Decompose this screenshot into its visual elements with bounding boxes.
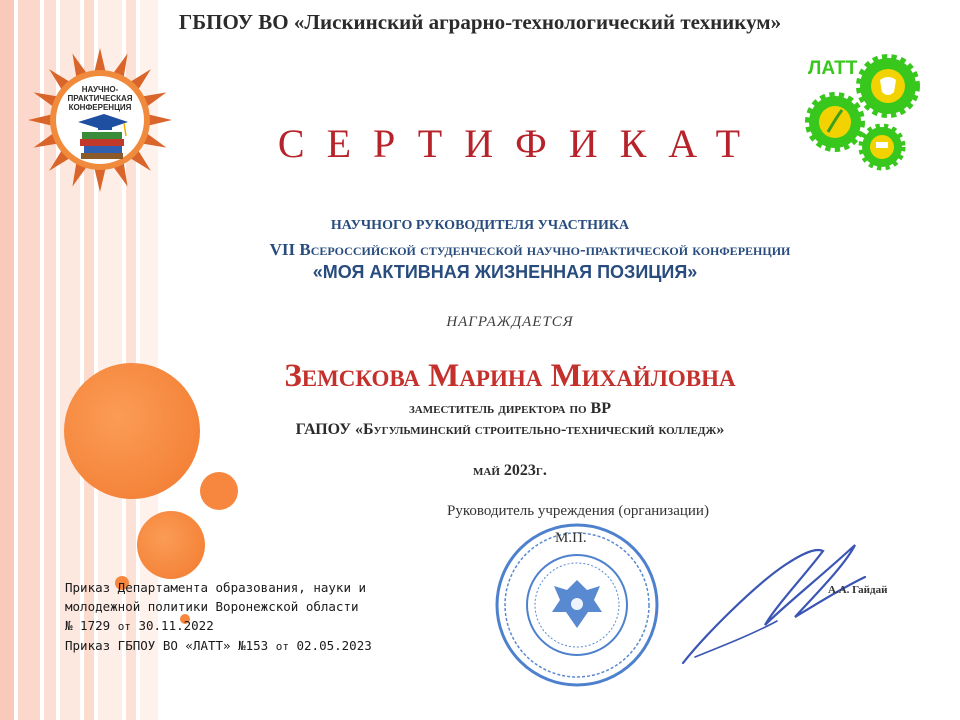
handwritten-signature [665, 525, 888, 680]
recipient-position: заместитель директора по ВР [408, 400, 612, 417]
order-number: № 1729 [65, 618, 118, 633]
gear-cow-icon [860, 58, 916, 114]
recipient-college: ГАПОУ «Бугульминский строительно-технический колледж» [295, 421, 725, 438]
orders-block [65, 578, 372, 656]
order-date: 02.05.2023 [288, 638, 372, 653]
conference-line: VII Всероссийской студенческой научно-практической конференции [269, 240, 791, 259]
eagle-emblem-icon [552, 580, 602, 628]
seal-placeholder-label: М.П. [555, 530, 587, 546]
order-line: молодежной политики Воронежской области [65, 599, 359, 614]
signer-name: А.А. Гайдай [828, 584, 888, 596]
decor-circle-medium [137, 511, 205, 579]
logo-text-line: КОНФЕРЕНЦИЯ [68, 103, 132, 112]
sun-ray [94, 168, 105, 192]
logo-text-line: НАУЧНО- [81, 85, 119, 94]
logo-text-line: ПРАКТИЧЕСКАЯ [67, 94, 133, 103]
awarded-label: НАГРАЖДАЕТСЯ [446, 314, 574, 330]
order-line [65, 636, 372, 656]
sun-ray [94, 48, 105, 72]
conference-name: «МОЯ АКТИВНАЯ ЖИЗНЕННАЯ ПОЗИЦИЯ» [312, 262, 698, 282]
certificate-date: май 2023г. [473, 462, 547, 479]
recipient-role-line: НАУЧНОГО РУКОВОДИТЕЛЯ УЧАСТНИКА [330, 218, 630, 233]
signature-caption: Руководитель учреждения (организации) [447, 503, 709, 519]
order-line [65, 616, 372, 636]
order-date: 30.11.2022 [130, 618, 214, 633]
order-number: Приказ ГБПОУ ВО «ЛАТТ» №153 [65, 638, 276, 653]
order-from-label: от [275, 640, 289, 653]
latt-logo-text: ЛАТТ [808, 58, 858, 79]
certificate-title: СЕРТИФИКАТ [277, 121, 763, 166]
institution-title: ГБПОУ ВО «Лискинский аграрно-технологический техникум» [178, 10, 782, 34]
order-from-label: от [117, 620, 131, 633]
recipient-name: Земскова Марина Михайловна [284, 358, 736, 394]
order-line: Приказ Департамента образования, науки и [65, 580, 367, 595]
